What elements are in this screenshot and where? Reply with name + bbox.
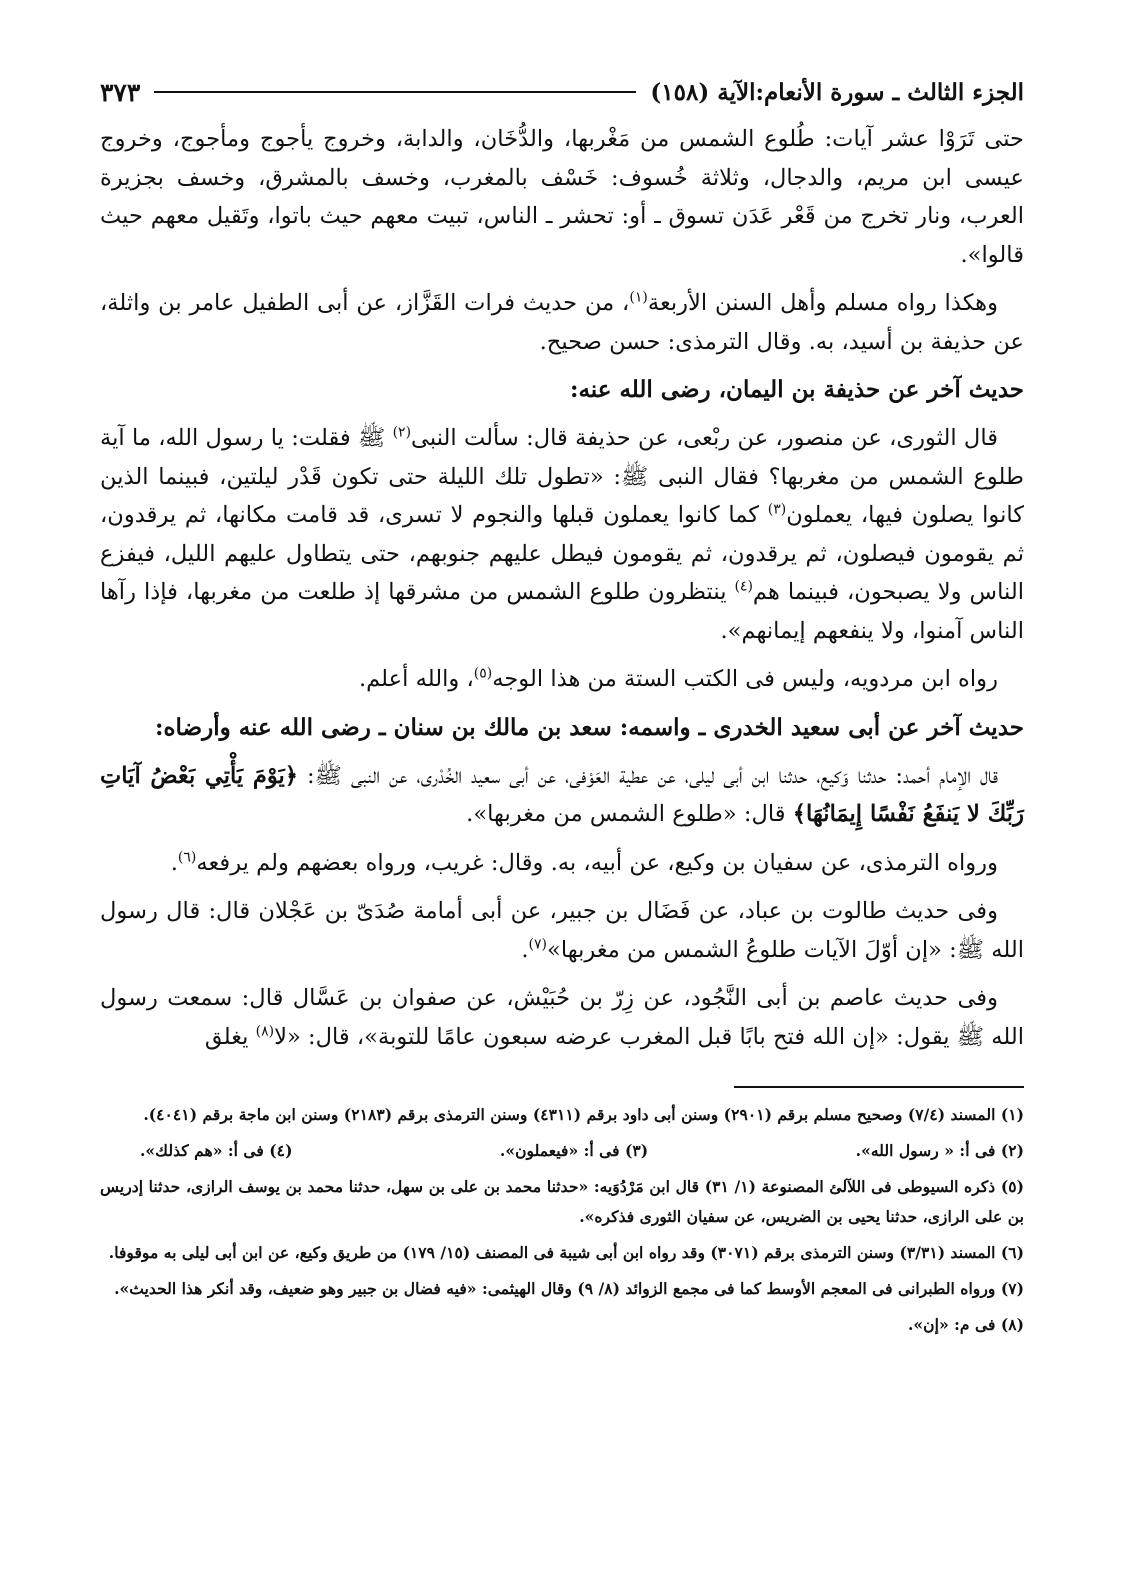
footnote-marker: (٢) bbox=[392, 424, 412, 441]
quran-verse: ﴿يَوْمَ يَأْتِي بَعْضُ آيَاتِ رَبِّكَ لا يَنفَعُ نَفْسًا إِيمَانُهَا﴾ bbox=[100, 762, 1024, 827]
footnote-marker: (٣) bbox=[767, 501, 787, 518]
running-header bbox=[100, 70, 1024, 114]
footnote-row-2-4 bbox=[100, 1136, 1024, 1166]
paragraph-7 bbox=[100, 892, 1024, 969]
paragraph-6 bbox=[100, 844, 1024, 883]
paragraph-text: حتى تَرَوْا عشر آيات: طُلوع الشمس من مَغْربها، والدُّخَان، والدابة، وخروج يأجوج ومأجوج، وخروج عيسى ابن مريم، والدجال، وثلاثة خُسوف: خَسْف بالمغرب، وخسف بالمشرق، وخسف بجزيرة العرب، ونار تخرج من قَعْر عَدَن تسوق ـ أو: تحشر ـ الناس، تبيت معهم حيث باتوا، وتَقيل معهم حيث قالوا». bbox=[100, 126, 1024, 268]
paragraph-text: ﷺ فقلت: يا رسول الله، ما آية طلوع الشمس من مغربها؟ فقال النبى ﷺ: «تطول تلك الليلة حتى تكون قَدْر ليلتين، فبينما الذين كانوا يصلون فيها، يعملون bbox=[100, 425, 1024, 528]
header-title: الجزء الثالث ـ سورة الأنعام:الآية (١٥٨) bbox=[650, 78, 1024, 106]
footnote-marker: (٧) bbox=[528, 935, 547, 952]
footnote-8: (٨) فى م: «إن». bbox=[907, 1315, 1024, 1334]
paragraph-8 bbox=[100, 979, 1024, 1056]
paragraph-text: . bbox=[521, 936, 529, 963]
header-rule bbox=[154, 91, 636, 93]
paragraph-4 bbox=[100, 660, 1024, 699]
footnote-separator bbox=[734, 1086, 1024, 1088]
paragraph-text: ، والله أعلم. bbox=[358, 666, 474, 692]
footnote-7: (٧) ورواه الطبرانى فى المعجم الأوسط كما فى مجمع الزوائد (٨/ ٩) وقال الهيثمى: «فيه فضال بن جبير وهو ضعيف، وقد أنكر هذا الحديث». bbox=[114, 1279, 1024, 1298]
footnote-4: (٤) فى أ: «هم كذلك». bbox=[140, 1141, 293, 1160]
paragraph-text: ينتظرون طلوع الشمس من مشرقها إذ طلعت من مغربها، فإذا رآها الناس آمنوا، ولا ينفعهم إيمانهم». bbox=[100, 579, 1024, 644]
footnote-marker: (٦) bbox=[177, 848, 197, 865]
paragraph-text: ، من حديث فرات القَزَّاز، عن أبى الطفيل عامر بن واثلة، عن حذيفة بن أسيد، به. وقال الترمذى: حسن صحيح. bbox=[100, 290, 1024, 355]
main-text bbox=[100, 120, 1024, 1056]
paragraph-3 bbox=[100, 419, 1024, 650]
footnote-marker: (٤) bbox=[734, 578, 753, 595]
paragraph-text: وفى حديث عاصم بن أبى النَّجُود، عن زِرّ بن حُبَيْش، عن صفوان بن عَسَّال قال: سمعت رسول الله ﷺ يقول: «إن الله فتح بابًا قبل المغرب عرضه سبعون عامًا للتوبة»، قال: «لا bbox=[100, 985, 1024, 1050]
paragraph-text: يغلق bbox=[204, 1023, 256, 1050]
paragraph-text: قال: «طلوع الشمس من مغربها». bbox=[466, 801, 793, 827]
paragraph-text: كما كانوا يعملون قبلها والنجوم لا تسرى، قد قامت مكانها، ثم يرقدون، ثم يقومون فيصلون، ثم يرقدون، ثم يقومون فيطل عليهم جنوبهم، حتى يتطاول عليهم الليل، فيفزع الناس ولا يصبحون، فبينما هم bbox=[100, 502, 1024, 605]
paragraph-text: وفى حديث طالوت بن عباد، عن فَضَال بن جبير، عن أبى أمامة صُدَىّ بن عَجْلان قال: قال رسول الله ﷺ: «إن أوّلَ الآيات طلوعُ الشمس من مغربها» bbox=[100, 898, 1024, 963]
footnote-1: (١) المسند (٧/٤) وصحيح مسلم برقم (٢٩٠١) وسنن أبى داود برقم (٤٣١١) وسنن الترمذى برقم (٢١٨٣) وسنن ابن ماجة برقم (٤٠٤١). bbox=[143, 1105, 1024, 1124]
section-heading-abu-said: حديث آخر عن أبى سعيد الخدرى ـ واسمه: سعد بن مالك بن سنان ـ رضى الله عنه وأرضاه: bbox=[155, 713, 1024, 741]
paragraph-text: ورواه الترمذى، عن سفيان بن وكيع، عن أبيه، به. وقال: غريب، ورواه بعضهم ولم يرفعه bbox=[196, 849, 998, 876]
paragraph-2 bbox=[100, 284, 1024, 361]
paragraph-5 bbox=[100, 757, 1024, 834]
section-heading-hudhayfa: حديث آخر عن حذيفة بن اليمان، رضى الله عنه: bbox=[569, 376, 1024, 403]
footnote-marker: (٨) bbox=[255, 1022, 275, 1039]
paragraph-text: رواه ابن مردويه، وليس فى الكتب الستة من هذا الوجه bbox=[492, 666, 998, 692]
footnote-6: (٦) المسند (٣/٣١) وسنن الترمذى برقم (٣٠٧١) وقد رواه ابن أبى شيبة فى المصنف (١٥/ ١٧٩) من طريق وكيع، عن ابن أبى ليلى به موقوفا. bbox=[108, 1243, 1024, 1262]
footnotes bbox=[100, 1100, 1024, 1340]
footnote-marker: (١) bbox=[629, 289, 648, 306]
footnote-2: (٢) فى أ: « رسول الله». bbox=[855, 1141, 1024, 1160]
page-number: ٣٧٣ bbox=[100, 77, 141, 107]
footnote-marker: (٥) bbox=[473, 665, 493, 682]
paragraph-text: وهكذا رواه مسلم وأهل السنن الأربعة bbox=[647, 290, 998, 316]
footnote-5: (٥) ذكره السيوطى فى اللآلئ المصنوعة (١/ ٣١) قال ابن مَرْدُوَيه: «حدثنا محمد بن على بن سهل، حدثنا محمد بن يوسف الرازى، حدثنا إدريس بن على الرازى، حدثنا يحيى بن الضريس، عن سفيان الثورى فذكره». bbox=[100, 1177, 1024, 1226]
paragraph-1 bbox=[100, 120, 1024, 274]
paragraph-text: قال الإمام أحمد: حدثنا وَكيع، حدثنا ابن أبى ليلى، عن عطية العَوْفى، عن أبى سعيد الخُدْرى، عن النبى ﷺ: bbox=[298, 762, 998, 789]
footnote-3: (٣) فى أ: «فيعملون». bbox=[499, 1141, 649, 1160]
paragraph-text: . bbox=[170, 849, 178, 876]
paragraph-text: قال الثورى، عن منصور، عن ربْعى، عن حذيفة قال: سألت النبى bbox=[411, 425, 999, 451]
